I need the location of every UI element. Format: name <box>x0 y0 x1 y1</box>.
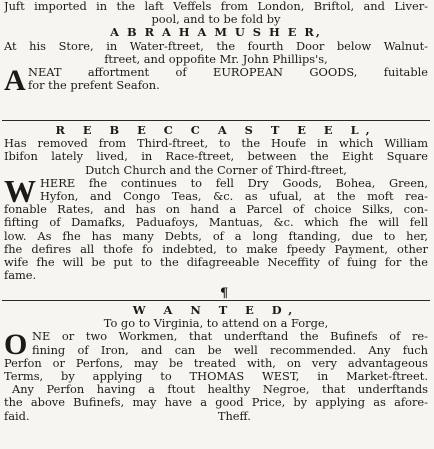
ad1-body-1: NEAT affortment of EUROPEAN GOODS, fuitable <box>28 66 428 80</box>
divider-rule-1 <box>2 120 430 121</box>
ad2-line-1: Has removed from Third-ftreet, to the Houfe in which William <box>4 137 428 151</box>
ad3-drop-cap: O <box>4 328 28 362</box>
ad3-line-1: To go to Virginia, to attend on a Forge, <box>103 317 329 331</box>
ad1-line-1: Juft imported in the laft Veffels from London, Briftol, and Liver- <box>4 0 428 13</box>
ad2-body-5: low. As fhe has many Debts, of a long ftanding, due to her, <box>4 229 428 243</box>
ad2-drop-cap: W <box>4 172 36 209</box>
ad3-heading: W A N T E D, <box>132 304 300 317</box>
ad2-body-7: wife fhe will be put to the difagreeable Neceffity of fuing for the <box>4 256 428 270</box>
ad-rebecca-steel <box>4 124 428 282</box>
ad2-line-2: Ibifon lately lived, in Race-ftreet, between the Eight Square <box>4 150 428 164</box>
ad-wanted-workmen <box>4 304 428 423</box>
divider-rule-2 <box>2 300 430 301</box>
ad2-body-6: fhe defires all thofe fo indebted, to make fpeedy Payment, other <box>4 242 428 256</box>
ad2-body-2: Hyfon, and Congo Teas, &c. as ufual, at the moft rea- <box>40 190 428 204</box>
ad2-body-3: fonable Rates, and has on hand a Parcel of choice Silks, con- <box>4 203 428 217</box>
ad1-line-4: At his Store, in Water-ftreet, the fourth Door below Walnut- <box>4 39 428 53</box>
ad2-body-1: HERE fhe continues to fell Dry Goods, Bohea, Green, <box>40 176 428 190</box>
ad2-line-3: Dutch Church and the Corner of Third-ftreet, <box>85 163 347 177</box>
ad1-merchant-name: A B R A H A M U S H E R, <box>110 26 322 40</box>
ad1-line-5: ftreet, and oppofite Mr. John Phillips's, <box>104 52 328 66</box>
ad3-body-3: Perfon or Perfons, may be treated with, on very advantageous <box>4 356 428 370</box>
ad2-body-4: fifting of Damafks, Paduafoys, Mantuas, &c. which fhe will fell <box>4 216 428 230</box>
ad3-body-6: the above Bufinefs, may have a good Price, by applying as afore- <box>4 396 428 410</box>
ad2-heading: R E B E C C A S T E E L, <box>55 124 377 137</box>
ad2-body-8: fame. <box>4 269 37 283</box>
ad1-drop-cap: A <box>4 64 26 98</box>
ad3-body-4: Terms, by applying to THOMAS WEST, in Market-ftreet. <box>4 370 428 384</box>
ad1-line-2: pool, and to be fold by <box>151 13 281 27</box>
ad-abraham-usher <box>4 0 428 98</box>
ad3-body-5: Any Perfon having a ftout healthy Negroe, that underftands <box>12 383 428 397</box>
ad1-body-2: for the prefent Seafon. <box>28 79 160 93</box>
pilcrow-mark: ¶ <box>220 286 229 301</box>
ad3-body-1: NE or two Workmen, that underftand the Bufinefs of re- <box>32 330 428 344</box>
ad3-body-2: fining of Iron, and can be well recommended. Any fuch <box>32 343 428 357</box>
ad3-body-7: faid. Theff. <box>4 409 251 423</box>
